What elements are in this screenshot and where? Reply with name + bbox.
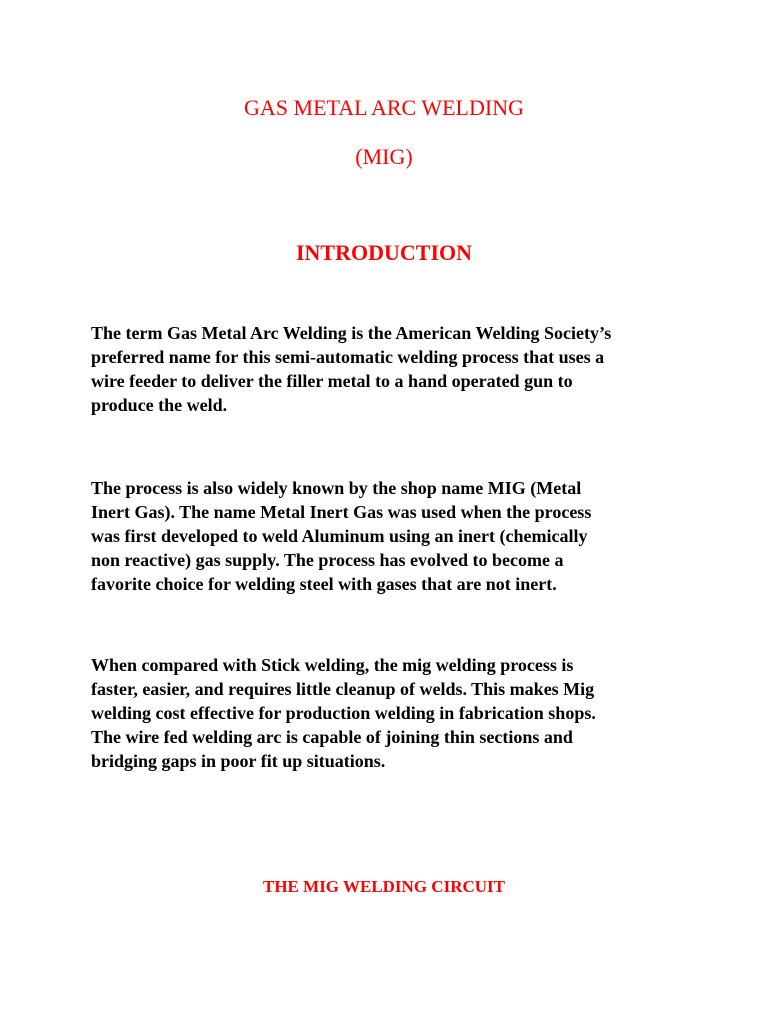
- paragraph-3: [91, 653, 731, 773]
- paragraph-line: wire feeder to deliver the filler metal to a hand operated gun to: [91, 371, 573, 391]
- paragraph-line: was first developed to weld Aluminum using an inert (chemically: [91, 526, 588, 546]
- document-subtitle: (MIG): [355, 144, 413, 169]
- introduction-heading: INTRODUCTION: [295, 240, 473, 265]
- paragraph-line: welding cost effective for production welding in fabrication shops.: [91, 703, 596, 723]
- paragraph-line: The term Gas Metal Arc Welding is the American Welding Society’s: [91, 323, 612, 343]
- mig-circuit-heading: THE MIG WELDING CIRCUIT: [263, 877, 505, 896]
- paragraph-line: The process is also widely known by the shop name MIG (Metal: [91, 478, 582, 498]
- paragraph-line: preferred name for this semi-automatic welding process that uses a: [91, 347, 605, 367]
- paragraph-line: Inert Gas). The name Metal Inert Gas was used when the process: [91, 502, 592, 522]
- paragraph-1: [91, 321, 731, 417]
- paragraph-line: produce the weld.: [91, 395, 228, 415]
- paragraph-line: bridging gaps in poor fit up situations.: [91, 751, 386, 771]
- paragraph-line: When compared with Stick welding, the mig welding process is: [91, 655, 574, 675]
- paragraph-2: [91, 476, 731, 596]
- paragraph-line: The wire fed welding arc is capable of joining thin sections and: [91, 727, 573, 747]
- paragraph-line: favorite choice for welding steel with gases that are not inert.: [91, 574, 557, 594]
- paragraph-line: non reactive) gas supply. The process has evolved to become a: [91, 550, 564, 570]
- document-title: GAS METAL ARC WELDING: [244, 95, 524, 120]
- paragraph-line: faster, easier, and requires little cleanup of welds. This makes Mig: [91, 679, 595, 699]
